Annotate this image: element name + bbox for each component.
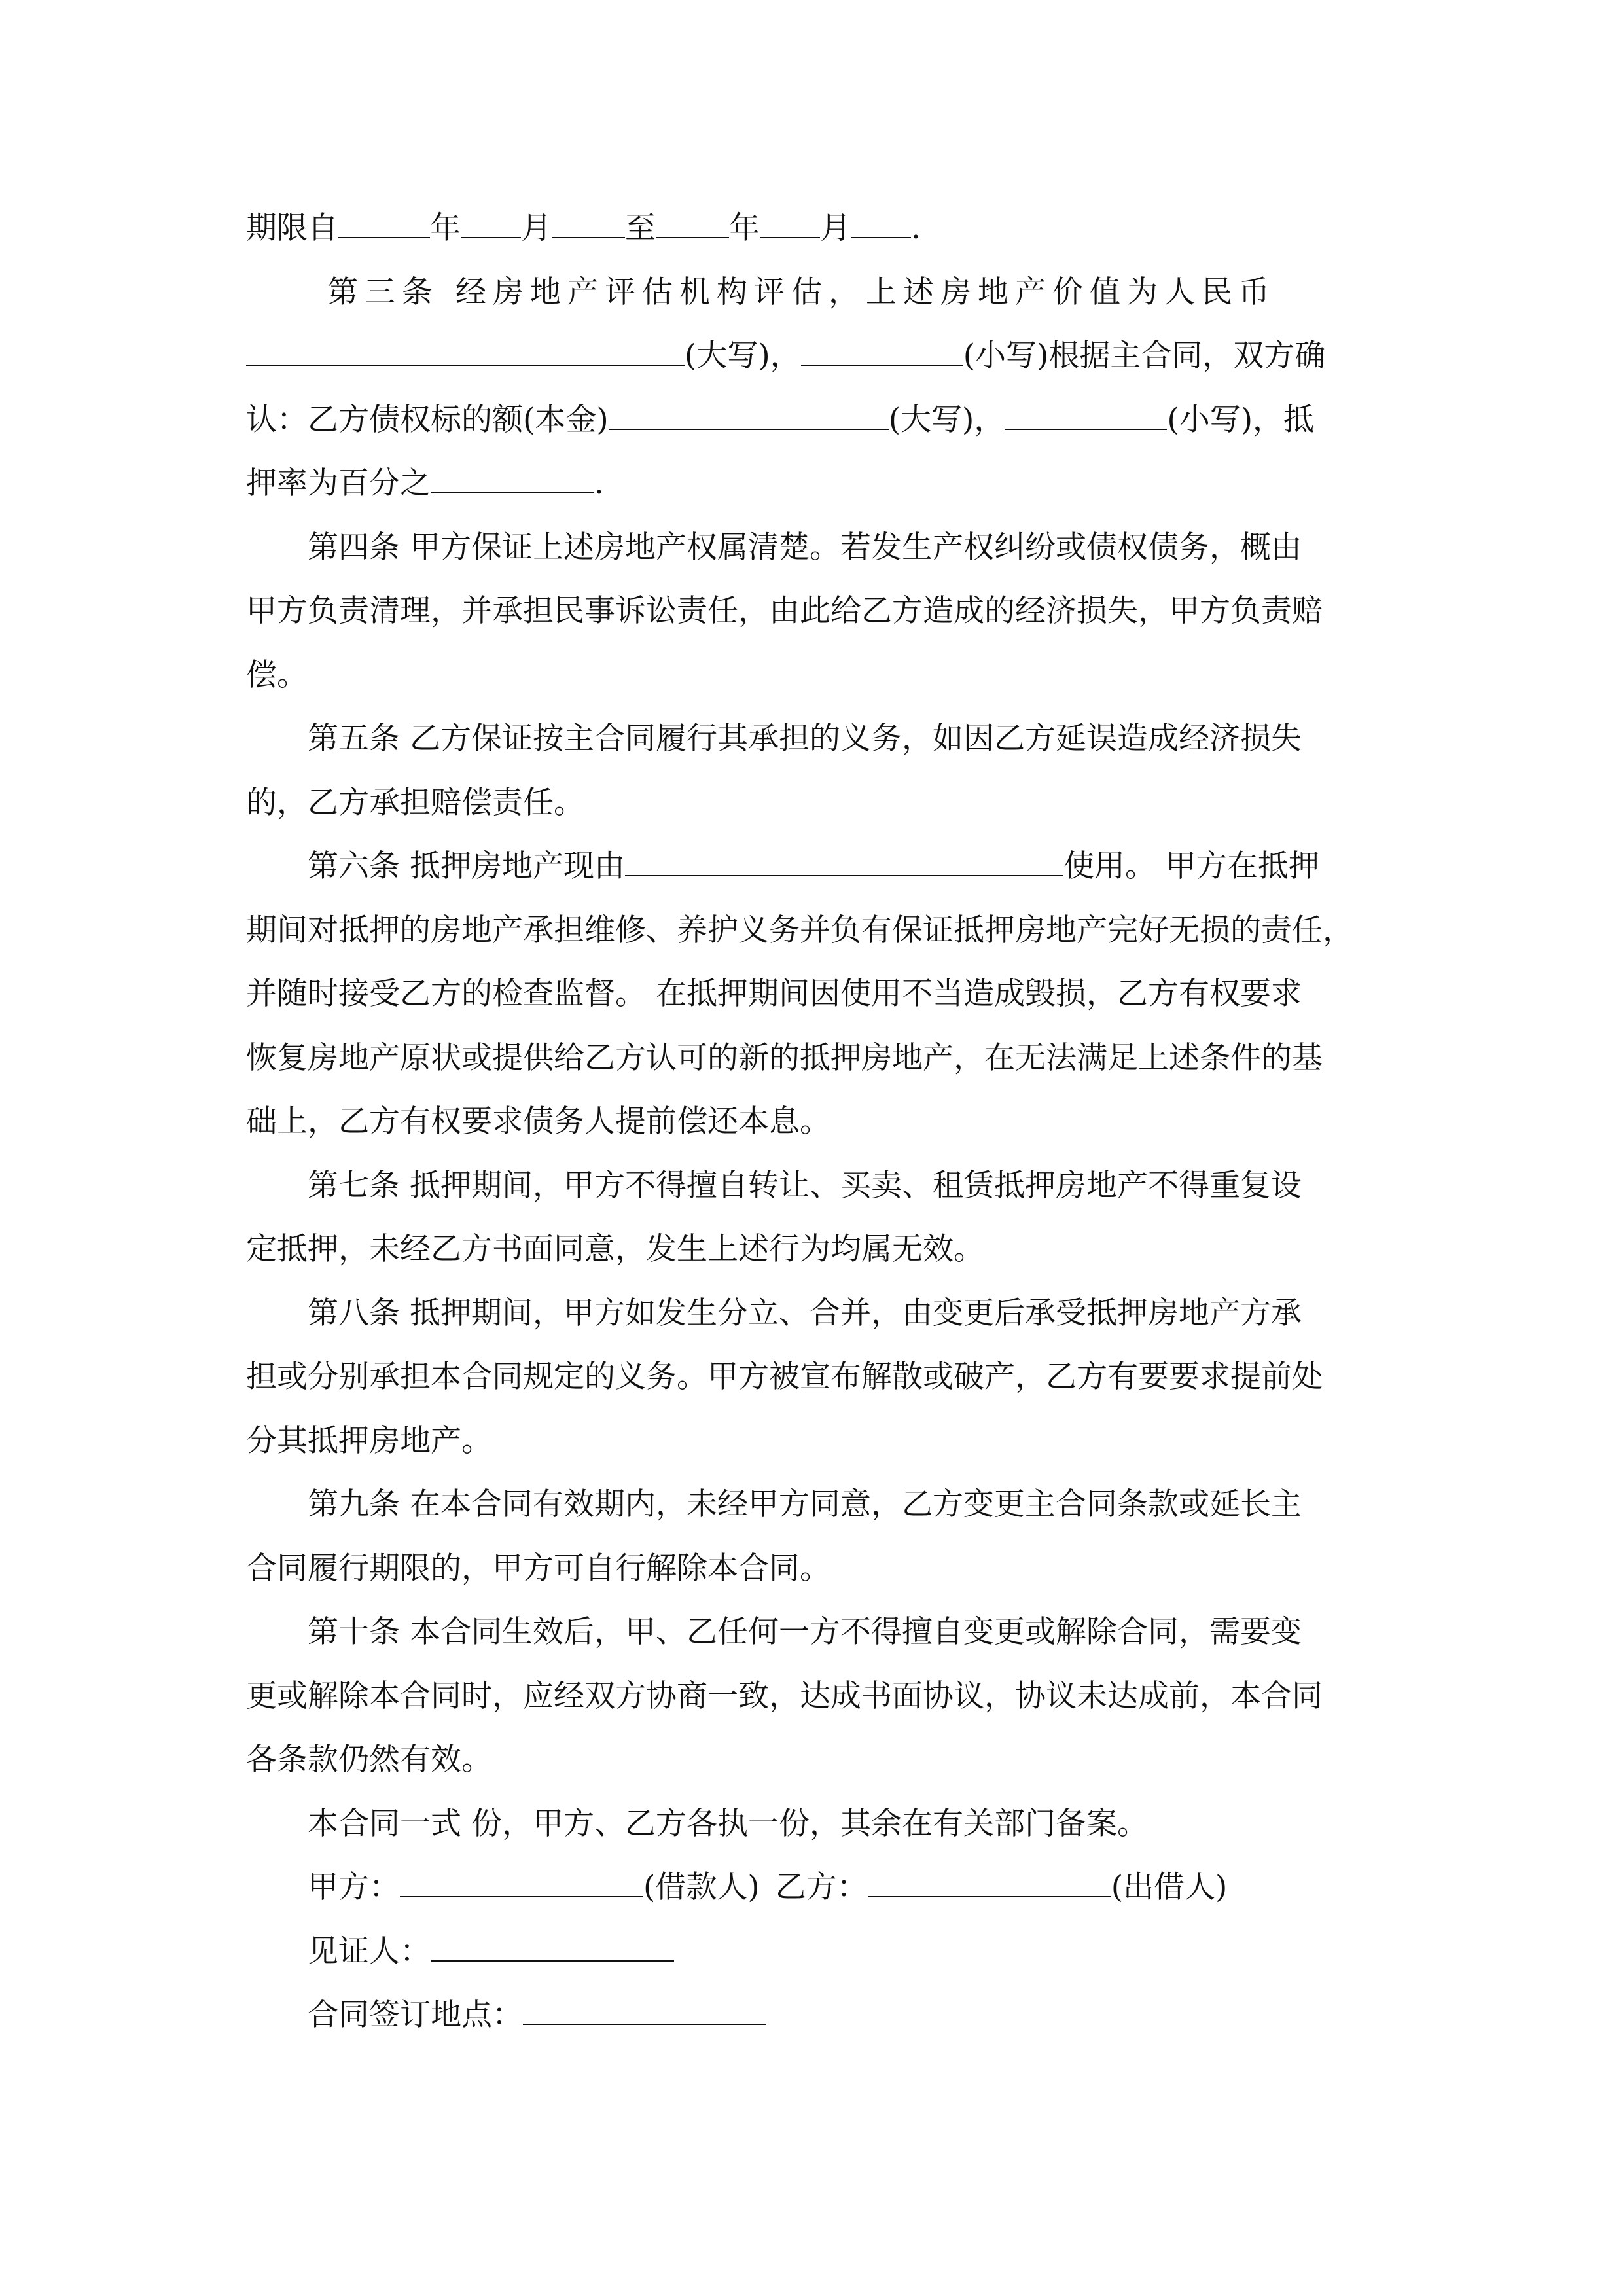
signing-place-blank (523, 1995, 766, 2025)
article-4-line-1: 第四条 甲方保证上述房地产权属清楚。若发生产权纠纷或债权债务，概由 (308, 529, 1302, 565)
end-month-blank (760, 208, 820, 238)
article-6-line-1 (246, 834, 1378, 899)
rate-blank (431, 463, 594, 493)
article-6-line-3: 并随时接受乙方的检查监督。 在抵押期间因使用不当造成毁损，乙方有权要求 (246, 976, 1302, 1012)
article-6-line-4: 恢复房地产原状或提供给乙方认可的新的抵押房地产，在无法满足上述条件的基 (246, 1039, 1323, 1076)
party-b-blank (868, 1867, 1111, 1897)
principal-prefix: 认：乙方债权标的额(本金) (246, 401, 609, 438)
article-6-line-5: 础上，乙方有权要求债务人提前偿还本息。 (246, 1103, 830, 1139)
article-4-line-3: 偿。 (246, 656, 308, 693)
to-label: 至 (625, 210, 656, 246)
article-9-line-2: 合同履行期限的，甲方可自行解除本合同。 (246, 1550, 830, 1587)
article-4-line-2: 甲方负责清理，并承担民事诉讼责任，由此给乙方造成的经济损失，甲方负责赔 (246, 593, 1323, 629)
party-b-role: (出借人) (1111, 1869, 1228, 1905)
principal-lowercase-label: (小写)，抵 (1167, 401, 1315, 438)
party-a-role: (借款人) (643, 1869, 760, 1905)
value-lowercase-blank (801, 336, 963, 366)
article-10-line-1: 第十条 本合同生效后，甲、乙任何一方不得擅自变更或解除合同，需要变 (308, 1614, 1302, 1650)
year-label-1: 年 (430, 210, 461, 246)
value-uppercase-label: (大写)， (685, 338, 801, 374)
value-uppercase-blank (246, 336, 685, 366)
term-period-line (246, 196, 1378, 260)
witness-blank (431, 1931, 674, 1962)
signing-place-label: 合同签订地点： (308, 1997, 523, 2033)
value-lowercase-label: (小写)根据主合同，双方确 (963, 338, 1326, 374)
start-day-blank (552, 208, 625, 238)
article-6-prefix: 第六条 抵押房地产现由 (308, 848, 625, 884)
article-5-line-1: 第五条 乙方保证按主合同履行其承担的义务，如因乙方延误造成经济损失 (308, 721, 1302, 757)
contract-body (246, 196, 1378, 2047)
article-6-line-2: 期间对抵押的房地产承担维修、养护义务并负有保证抵押房地产完好无损的责任， (246, 912, 1353, 948)
month-label-2: 月 (820, 210, 851, 246)
user-blank (625, 846, 1063, 876)
term-end-dot: . (911, 210, 921, 246)
article-5-line-2: 的，乙方承担赔偿责任。 (246, 784, 584, 821)
article-10-line-3: 各条款仍然有效。 (246, 1742, 492, 1778)
party-signature-line (246, 1856, 1378, 1920)
witness-label: 见证人： (308, 1933, 431, 1969)
end-day-blank (851, 208, 911, 238)
party-a-blank (400, 1867, 643, 1897)
article-8-line-3: 分其抵押房地产。 (246, 1422, 492, 1459)
rate-end-dot: . (594, 465, 604, 501)
party-b-label: 乙方： (775, 1869, 868, 1905)
copies-statement: 本合同一式 份，甲方、乙方各执一份，其余在有关部门备案。 (308, 1805, 1148, 1842)
signing-place-line (246, 1983, 1378, 2047)
start-year-blank (338, 208, 430, 238)
article-8-line-2: 担或分别承担本合同规定的义务。甲方被宣布解散或破产，乙方有要要求提前处 (246, 1359, 1323, 1395)
party-a-label: 甲方： (308, 1869, 400, 1905)
principal-uppercase-blank (609, 400, 889, 430)
rate-prefix: 押率为百分之 (246, 465, 431, 501)
term-prefix: 期限自 (246, 210, 338, 246)
witness-line (246, 1920, 1378, 1984)
article-7-line-2: 定抵押，未经乙方书面同意，发生上述行为均属无效。 (246, 1231, 984, 1267)
principal-uppercase-label: (大写)， (888, 401, 1005, 438)
principal-lowercase-blank (1005, 400, 1167, 430)
article-3-line-4 (246, 452, 1378, 516)
article-3-line-3 (246, 388, 1378, 452)
article-7-line-1: 第七条 抵押期间，甲方不得擅自转让、买卖、租赁抵押房地产不得重复设 (308, 1167, 1302, 1204)
start-month-blank (461, 208, 521, 238)
month-label-1: 月 (521, 210, 552, 246)
article-8-line-1: 第八条 抵押期间，甲方如发生分立、合并，由变更后承受抵押房地产方承 (308, 1295, 1302, 1331)
article-3-line-1: 第三条 经房地产评估机构评估，上述房地产价值为人民币 (327, 274, 1276, 310)
year-label-2: 年 (729, 210, 760, 246)
article-6-suffix: 使用。 甲方在抵押 (1063, 848, 1319, 884)
article-3-line-2 (246, 324, 1378, 388)
article-10-line-2: 更或解除本合同时，应经双方协商一致，达成书面协议，协议未达成前，本合同 (246, 1677, 1323, 1714)
end-year-blank (656, 208, 729, 238)
article-9-line-1: 第九条 在本合同有效期内，未经甲方同意，乙方变更主合同条款或延长主 (308, 1486, 1302, 1522)
